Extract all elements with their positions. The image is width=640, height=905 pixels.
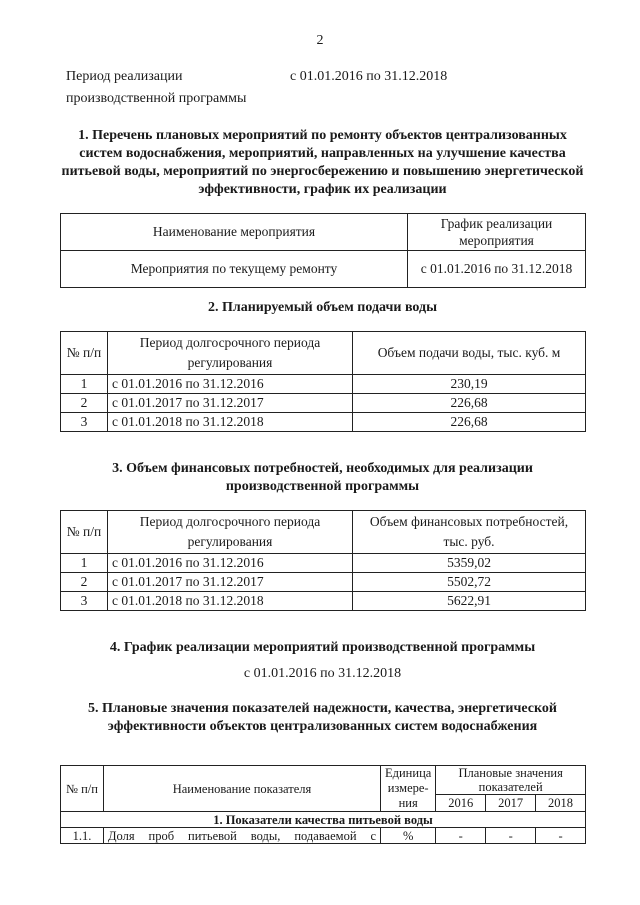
table-header-row: [61, 214, 586, 251]
section1-table: [60, 213, 586, 288]
indicator-name-cell: Доля проб питьевой воды, подаваемой с: [104, 828, 381, 844]
section4-title: 4. График реализации мероприятий производственной программы: [109, 640, 536, 655]
header-cell: График реализации мероприятия: [408, 214, 586, 251]
table-row: [61, 592, 586, 611]
period-cell: с 01.01.2016 по 31.12.2016: [108, 554, 353, 573]
period-cell: с 01.01.2018 по 31.12.2018: [108, 413, 353, 432]
row-number-cell: 2: [61, 394, 108, 413]
row-number-cell: 1: [61, 554, 108, 573]
table-header-row: [61, 766, 586, 795]
section1-title: 1. Перечень плановых мероприятий по ремонту объектов централизованных систем водоснабжения, мероприятий, направленных на улучшение качества питьевой воды, мероприятий по энергосбережению и повышению энергетической эффективности, график их реализации: [61, 128, 584, 197]
year-header-cell: 2017: [486, 795, 536, 812]
table-row: [61, 554, 586, 573]
section3-title: 3. Объем финансовых потребностей, необходимых для реализации производственной программы: [112, 461, 533, 494]
event-name-cell: Мероприятия по текущему ремонту: [61, 251, 408, 288]
value-cell: 226,68: [353, 413, 586, 432]
period-label: Период реализации производственной программы: [66, 69, 247, 106]
header-cell: № п/п: [61, 511, 108, 554]
period-cell: с 01.01.2018 по 31.12.2018: [108, 592, 353, 611]
section2-table: [60, 331, 586, 432]
period-cell: с 01.01.2017 по 31.12.2017: [108, 573, 353, 592]
year-header-cell: 2016: [436, 795, 486, 812]
table-header-row: [61, 332, 586, 375]
section4-period: с 01.01.2016 по 31.12.2018: [243, 666, 402, 681]
header-cell: Единица измере-ния: [381, 766, 436, 812]
header-cell: Плановые значения показателей: [436, 766, 586, 795]
group-cell: 1. Показатели качества питьевой воды: [61, 812, 586, 828]
value-cell: 5502,72: [353, 573, 586, 592]
value-cell: 5359,02: [353, 554, 586, 573]
value-cell: 5622,91: [353, 592, 586, 611]
table-row: [61, 375, 586, 394]
header-cell: Период долгосрочного периода регулирования: [108, 511, 353, 554]
page-number: 2: [316, 33, 324, 48]
value-cell: -: [436, 828, 486, 844]
section3-table: [60, 510, 586, 611]
table-row: [61, 413, 586, 432]
row-number-cell: 3: [61, 592, 108, 611]
table-group-row: [61, 812, 586, 828]
header-cell: № п/п: [61, 766, 104, 812]
row-number-cell: 2: [61, 573, 108, 592]
period-cell: с 01.01.2016 по 31.12.2016: [108, 375, 353, 394]
event-schedule-cell: с 01.01.2016 по 31.12.2018: [408, 251, 586, 288]
header-cell: Период долгосрочного периода регулирования: [108, 332, 353, 375]
unit-cell: %: [381, 828, 436, 844]
table-row: [61, 573, 586, 592]
value-cell: -: [486, 828, 536, 844]
table-row: [61, 828, 586, 844]
value-cell: -: [536, 828, 586, 844]
row-number-cell: 3: [61, 413, 108, 432]
table-header-row: [61, 511, 586, 554]
value-cell: 230,19: [353, 375, 586, 394]
section5-title: 5. Плановые значения показателей надежности, качества, энергетической эффективности объектов централизованных систем водоснабжения: [88, 701, 557, 734]
header-cell: Объем подачи воды, тыс. куб. м: [353, 332, 586, 375]
section5-table: [60, 765, 586, 844]
row-number-cell: 1: [61, 375, 108, 394]
row-number-cell: 1.1.: [61, 828, 104, 844]
header-cell: Наименование мероприятия: [61, 214, 408, 251]
header-cell: Объем финансовых потребностей, тыс. руб.: [353, 511, 586, 554]
year-header-cell: 2018: [536, 795, 586, 812]
table-row: [61, 251, 586, 288]
header-cell: Наименование показателя: [104, 766, 381, 812]
header-cell: № п/п: [61, 332, 108, 375]
period-cell: с 01.01.2017 по 31.12.2017: [108, 394, 353, 413]
section2-title: 2. Планируемый объем подачи воды: [207, 300, 438, 315]
period-value: с 01.01.2016 по 31.12.2018: [290, 69, 448, 84]
table-row: [61, 394, 586, 413]
value-cell: 226,68: [353, 394, 586, 413]
